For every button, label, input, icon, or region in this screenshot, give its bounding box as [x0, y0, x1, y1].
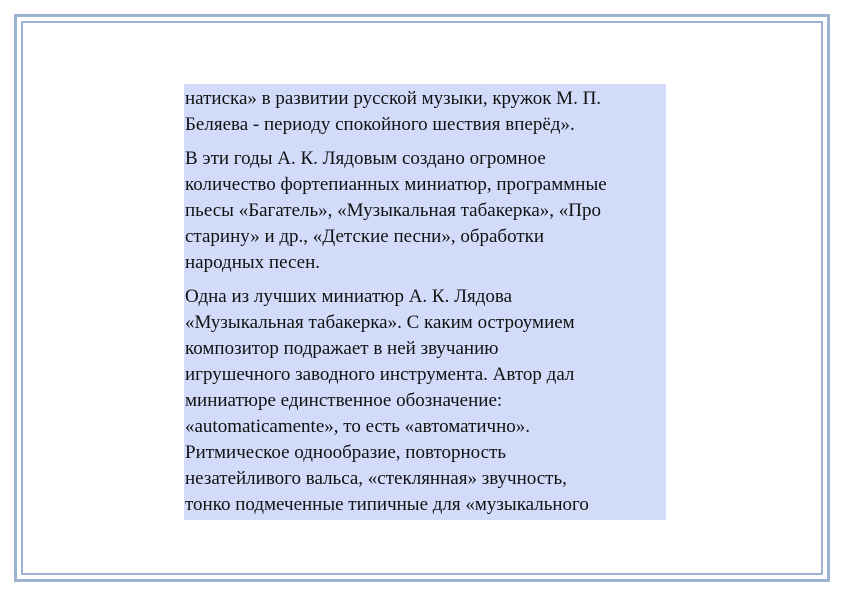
text-line: Ритмическое однообразие, повторность [185, 442, 507, 463]
text-line: количество фортепианных миниатюр, программные [185, 174, 607, 195]
paragraph-1 [185, 86, 666, 138]
paragraph-3 [185, 284, 666, 518]
text-line: композитор подражает в ней звучанию [185, 338, 499, 359]
paragraph-2 [185, 146, 666, 276]
text-line: незатейливого вальса, «стеклянная» звучность, [185, 468, 567, 489]
text-line: В эти годы А. К. Лядовым создано огромное [185, 148, 546, 169]
text-line: народных песен. [185, 252, 320, 273]
text-line: натиска» в развитии русской музыки, кружок М. П. [185, 88, 602, 109]
text-line: тонко подмеченные типичные для «музыкального [185, 494, 589, 515]
text-line: «Музыкальная табакерка». С каким остроумием [185, 312, 575, 333]
text-line: Беляева - периоду спокойного шествия вперёд». [185, 114, 575, 135]
text-line: «automaticamente», то есть «автоматично». [185, 416, 531, 437]
text-line: миниатюре единственное обозначение: [185, 390, 503, 411]
text-line: пьесы «Багатель», «Музыкальная табакерка», «Про [185, 200, 601, 221]
text-line: игрушечного заводного инструмента. Автор дал [185, 364, 575, 385]
text-block [184, 84, 666, 520]
text-line: старину» и др., «Детские песни», обработки [185, 226, 545, 247]
text-line: Одна из лучших миниатюр А. К. Лядова [185, 286, 513, 307]
